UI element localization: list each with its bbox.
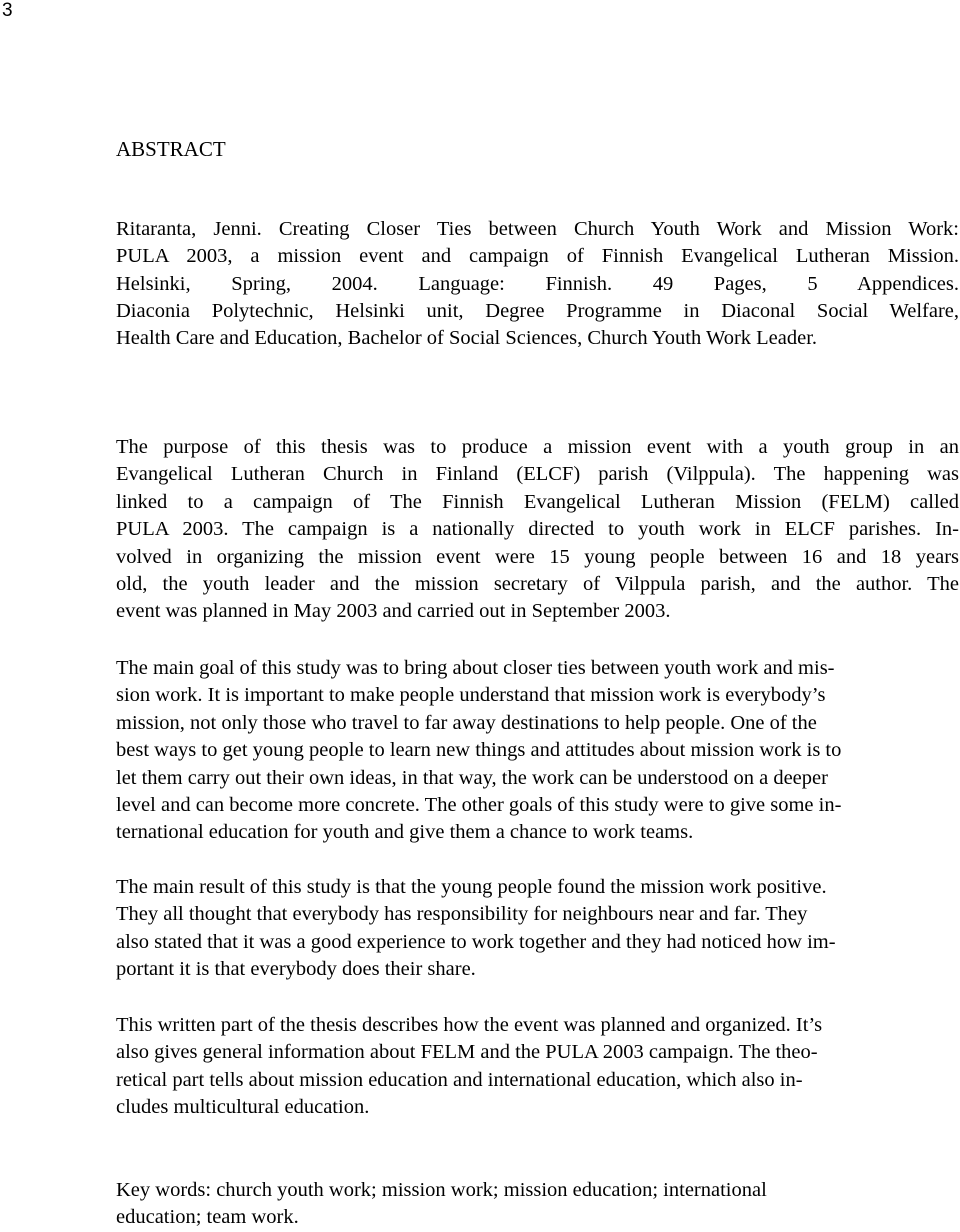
- paragraph-line: best ways to get young people to learn new things and attitudes about mission work is to: [116, 739, 842, 762]
- paragraph-line: retical part tells about mission education and international education, which also in-: [116, 1068, 803, 1091]
- paragraph-line: ternational education for youth and give them a chance to work teams.: [116, 821, 694, 844]
- abstract-paragraph-contents: [116, 1012, 959, 1122]
- citation-line: PULA 2003, a mission event and campaign of Finnish Evangelical Lutheran Mission.: [116, 245, 959, 268]
- abstract-paragraph-purpose: [116, 434, 959, 626]
- institution-block: [116, 298, 959, 353]
- abstract-paragraph-result: [116, 874, 959, 984]
- paragraph-line: mission, not only those who travel to far away destinations to help people. One of the: [116, 711, 817, 734]
- institution-line: Diaconia Polytechnic, Helsinki unit, Degree Programme in Diaconal Social Welfare,: [116, 300, 959, 322]
- paragraph-line: Evangelical Lutheran Church in Finland (ELCF) parish (Vilppula). The happening was: [116, 463, 959, 486]
- paragraph-line: The purpose of this thesis was to produce a mission event with a youth group in an: [116, 436, 959, 458]
- paragraph-line: This written part of the thesis describes how the event was planned and organized. It’s: [116, 1014, 823, 1036]
- paragraph-line: event was planned in May 2003 and carried out in September 2003.: [116, 600, 671, 623]
- paragraph-line: level and can become more concrete. The other goals of this study were to give some in-: [116, 793, 842, 816]
- paragraph-line: let them carry out their own ideas, in that way, the work can be understood on a deeper: [116, 766, 828, 789]
- paragraph-line: volved in organizing the mission event were 15 young people between 16 and 18 years: [116, 545, 959, 568]
- paragraph-line: sion work. It is important to make people understand that mission work is everybody’s: [116, 684, 826, 707]
- paragraph-line: old, the youth leader and the mission secretary of Vilppula parish, and the author. The: [116, 572, 959, 595]
- citation-line: Helsinki, Spring, 2004. Language: Finnish. 49 Pages, 5 Appendices.: [116, 272, 959, 295]
- paragraph-line: linked to a campaign of The Finnish Evangelical Lutheran Mission (FELM) called: [116, 490, 959, 513]
- keywords-block: [116, 1177, 959, 1232]
- citation-line: Ritaranta, Jenni. Creating Closer Ties between Church Youth Work and Mission Work:: [116, 218, 959, 240]
- paragraph-line: portant it is that everybody does their share.: [116, 958, 476, 981]
- paragraph-line: cludes multicultural education.: [116, 1096, 370, 1119]
- paragraph-line: The main goal of this study was to bring about closer ties between youth work and mis-: [116, 657, 835, 679]
- keywords-line: Key words: church youth work; mission work; mission education; international: [116, 1179, 767, 1201]
- paragraph-line: The main result of this study is that the young people found the mission work positive.: [116, 876, 827, 898]
- paragraph-line: PULA 2003. The campaign is a nationally directed to youth work in ELCF parishes. In-: [116, 518, 959, 541]
- page-number: 3: [2, 0, 13, 21]
- citation-block: [116, 216, 959, 298]
- abstract-paragraph-goal: [116, 655, 959, 847]
- paragraph-line: also stated that it was a good experience to work together and they had noticed how im-: [116, 930, 836, 953]
- paragraph-line: also gives general information about FELM and the PULA 2003 campaign. The theo-: [116, 1041, 818, 1064]
- paragraph-line: They all thought that everybody has responsibility for neighbours near and far. They: [116, 903, 808, 926]
- keywords-line: education; team work.: [116, 1206, 299, 1229]
- institution-line: Health Care and Education, Bachelor of Social Sciences, Church Youth Work Leader.: [116, 327, 818, 350]
- page-title: ABSTRACT: [116, 137, 226, 161]
